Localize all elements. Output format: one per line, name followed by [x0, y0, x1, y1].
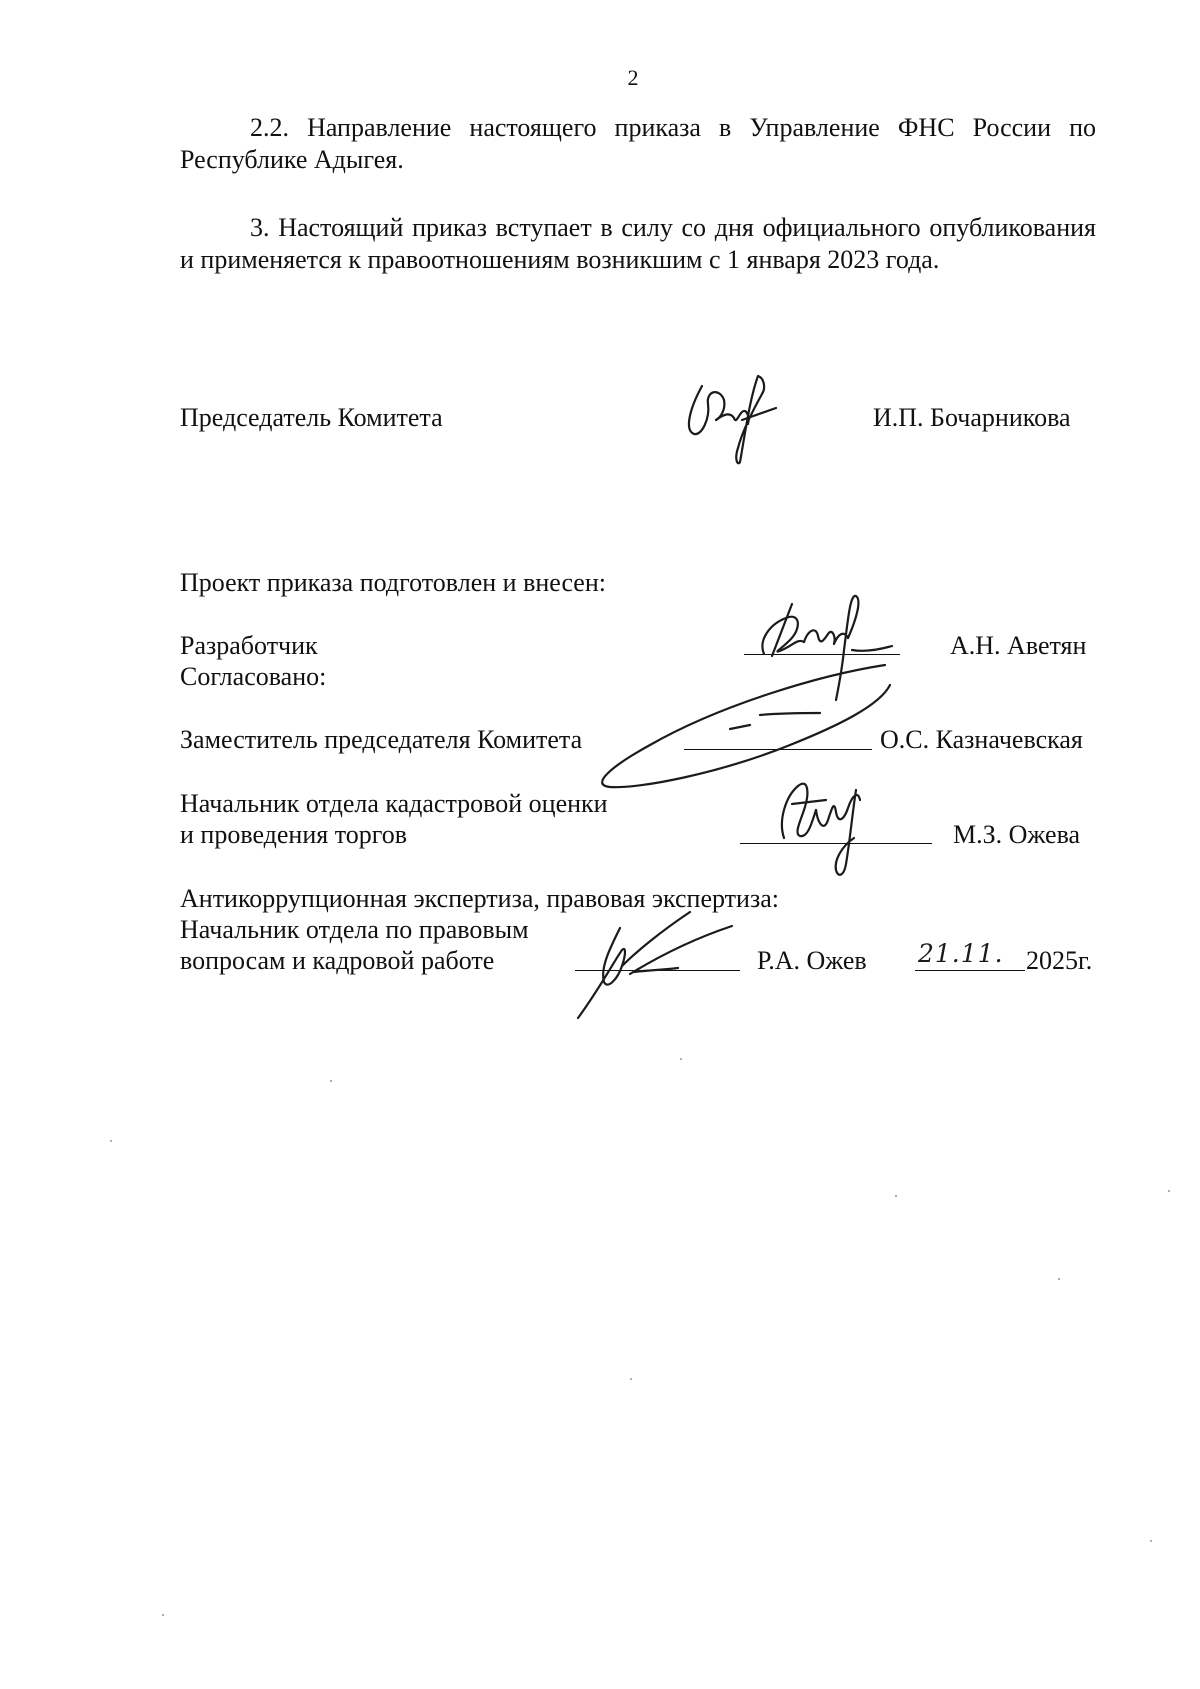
legal-head-name: Р.А. Ожев	[757, 946, 867, 975]
scan-speck	[1150, 1540, 1152, 1542]
deputy-name: О.С. Казначевская	[880, 725, 1083, 754]
prepared-heading: Проект приказа подготовлен и внесен:	[180, 568, 606, 597]
chair-name: И.П. Бочарникова	[873, 403, 1071, 432]
scan-speck	[630, 1378, 632, 1380]
scan-speck	[1058, 1278, 1060, 1280]
paragraph-3-text: 3. Настоящий приказ вступает в силу со дня официального опубликования и применяется к правоотношениям возникшим с 1 января 2023 года.	[180, 213, 1096, 274]
scan-speck	[1168, 1190, 1170, 1192]
expertise-heading: Антикоррупционная экспертиза, правовая экспертиза:	[180, 884, 779, 913]
paragraph-2-2-text: 2.2. Направление настоящего приказа в Управление ФНС России по Республике Адыгея.	[180, 113, 1096, 174]
paragraph-2-2	[180, 112, 1096, 176]
date-year: 2025г.	[1026, 946, 1093, 975]
head-cadastral-signature	[770, 760, 880, 885]
scan-speck	[680, 1058, 682, 1060]
head-cadastral-title-line2: и проведения торгов	[180, 820, 408, 849]
chair-signature	[680, 368, 790, 468]
handwritten-date: 21.11.	[918, 939, 1004, 968]
developer-name: А.Н. Аветян	[950, 631, 1087, 660]
legal-head-title-line2: вопросам и кадровой работе	[180, 946, 495, 975]
scan-speck	[110, 1140, 112, 1142]
paragraph-3	[180, 212, 1096, 276]
deputy-label: Заместитель председателя Комитета	[180, 725, 583, 754]
head-cadastral-name: М.З. Ожева	[953, 820, 1081, 849]
scan-speck	[162, 1614, 164, 1616]
chair-title: Председатель Комитета	[180, 403, 443, 432]
scan-speck	[330, 1080, 332, 1082]
page-number: 2	[627, 65, 639, 90]
head-cadastral-title-line1: Начальник отдела кадастровой оценки	[180, 789, 608, 818]
developer-label: Разработчик	[180, 631, 318, 660]
date-line	[915, 970, 1025, 971]
legal-head-signature	[560, 898, 760, 1020]
scan-speck	[895, 1195, 897, 1197]
legal-head-title-line1: Начальник отдела по правовым	[180, 915, 529, 944]
agreed-label: Согласовано:	[180, 662, 327, 691]
